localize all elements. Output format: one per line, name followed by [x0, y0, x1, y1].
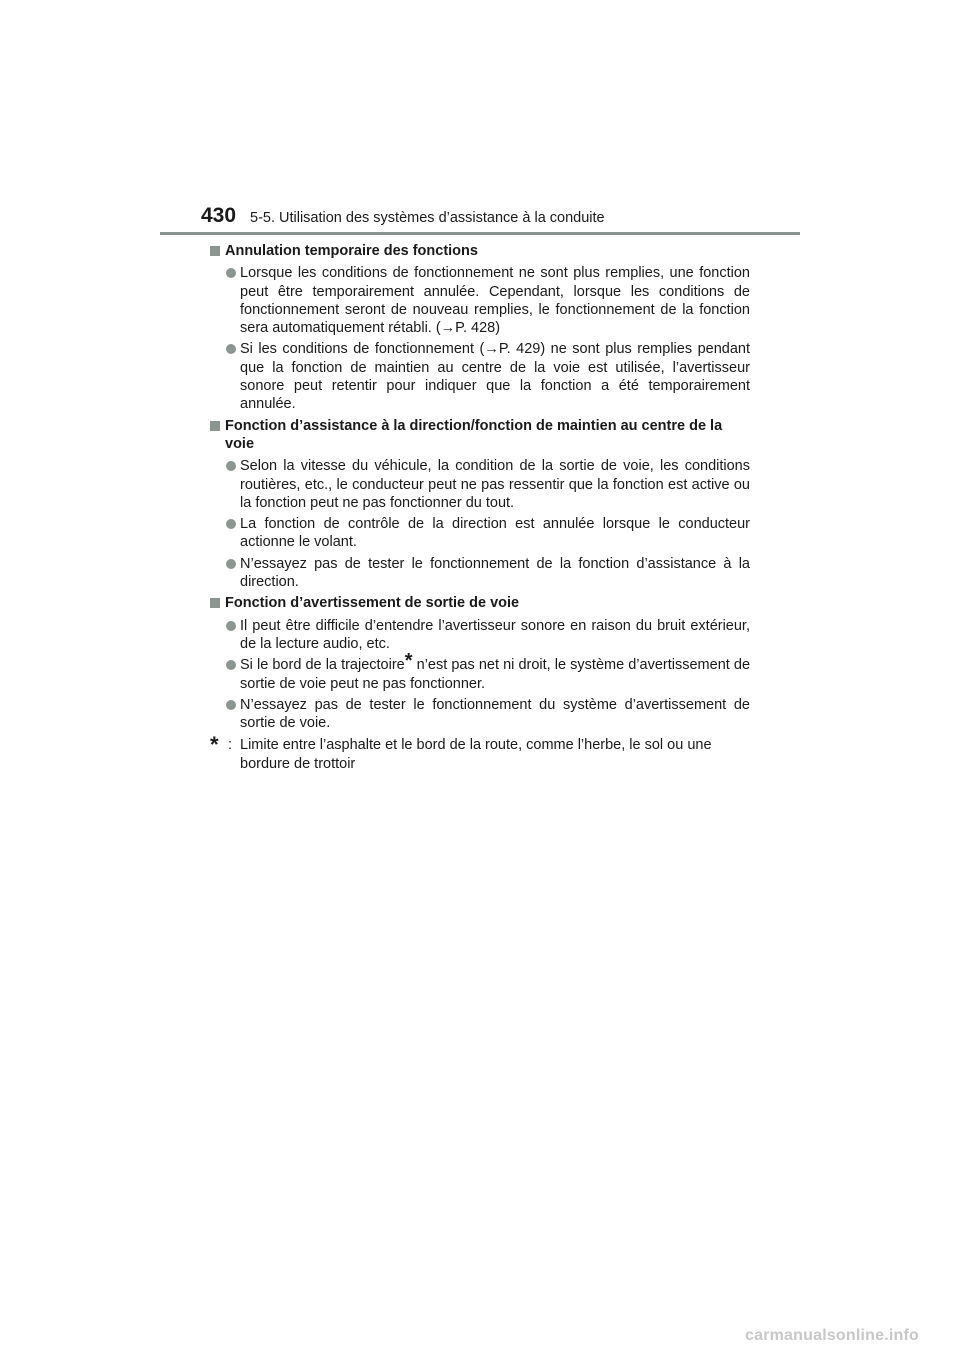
list-item-text: N’essayez pas de tester le fonctionnement de la fonction d’assistance à la direction. — [240, 555, 750, 591]
list-item-text: Selon la vitesse du véhicule, la condition de la sortie de voie, les conditions routières, etc., le conducteur peut ne pas ressentir que la fonction est active ou la fonction peut ne pas fonctionner du tout. — [240, 458, 750, 511]
section-header: 5-5. Utilisation des systèmes d’assistance à la conduite — [250, 210, 605, 226]
topic-steering-assist — [210, 417, 750, 592]
list-item — [210, 515, 750, 552]
round-bullet-icon — [226, 268, 236, 278]
round-bullet-icon — [226, 700, 236, 710]
round-bullet-icon — [226, 621, 236, 631]
round-bullet-icon — [226, 461, 236, 471]
list-item-text: Il peut être difficile d’entendre l’avertisseur sonore en raison du bruit extérieur, de la lecture audio, etc. — [240, 617, 750, 652]
topic-heading: Fonction d’avertissement de sortie de voie — [225, 595, 520, 612]
square-bullet-icon — [210, 598, 220, 608]
list-item — [210, 696, 750, 733]
list-item-text-after: n’est pas net ni droit, le système d’avertissement de sortie de voie peut ne pas fonctionner. — [240, 657, 751, 692]
round-bullet-icon — [226, 660, 236, 670]
footnote-text-line1: Limite entre l’asphalte et le bord de la route, comme l’herbe, le sol ou une — [240, 737, 712, 754]
list-item-text: N’essayez pas de tester le fonctionnement du système d’avertissement de sortie de voie. — [240, 696, 750, 732]
topic-lane-departure-warning — [210, 594, 750, 732]
watermark: carmanualsonline.info — [745, 1327, 920, 1344]
footnote-star-marker: * — [404, 650, 413, 673]
list-item-text: Si les conditions de fonctionnement (→P. 429) ne sont plus remplies pendant que la fonction de maintien au centre de la voie est utilisée, l’avertisseur sonore peut retentir pour indiquer que la fonction a été temporairement annulée. — [240, 341, 750, 413]
page-content — [210, 242, 750, 773]
round-bullet-icon — [226, 519, 236, 529]
topic-heading: Fonction d’assistance à la direction/fonction de maintien au centre de la voie — [225, 417, 723, 452]
list-item — [210, 340, 750, 413]
topic-temporary-cancellation — [210, 242, 750, 414]
square-bullet-icon — [210, 246, 220, 256]
square-bullet-icon — [210, 421, 220, 431]
footnote-text-line2: bordure de trottoir — [240, 755, 356, 772]
list-item-text: La fonction de contrôle de la direction est annulée lorsque le conducteur actionne le volant. — [240, 516, 750, 551]
topic-heading: Annulation temporaire des fonctions — [225, 243, 478, 259]
round-bullet-icon — [226, 559, 236, 569]
list-item — [210, 555, 750, 592]
footnote-star-icon: * — [210, 732, 219, 758]
list-item — [210, 650, 751, 693]
round-bullet-icon — [226, 344, 236, 354]
list-item — [210, 264, 750, 337]
footnote — [210, 732, 750, 773]
footnote-colon: : — [228, 737, 233, 754]
header-rule — [160, 232, 800, 235]
list-item-text: Lorsque les conditions de fonctionnement ne sont plus remplies, une fonction peut être temporairement annulée. Cependant, lorsque les conditions de fonctionnement seront de nouveau remplies, le fonctionnement de la fonction sera automatiquement rétabli. (→P. 428) — [240, 265, 750, 337]
list-item-text-before: Si le bord de la trajectoire — [240, 657, 405, 674]
page-number: 430 — [201, 204, 237, 227]
list-item — [210, 457, 750, 512]
list-item — [210, 617, 750, 654]
